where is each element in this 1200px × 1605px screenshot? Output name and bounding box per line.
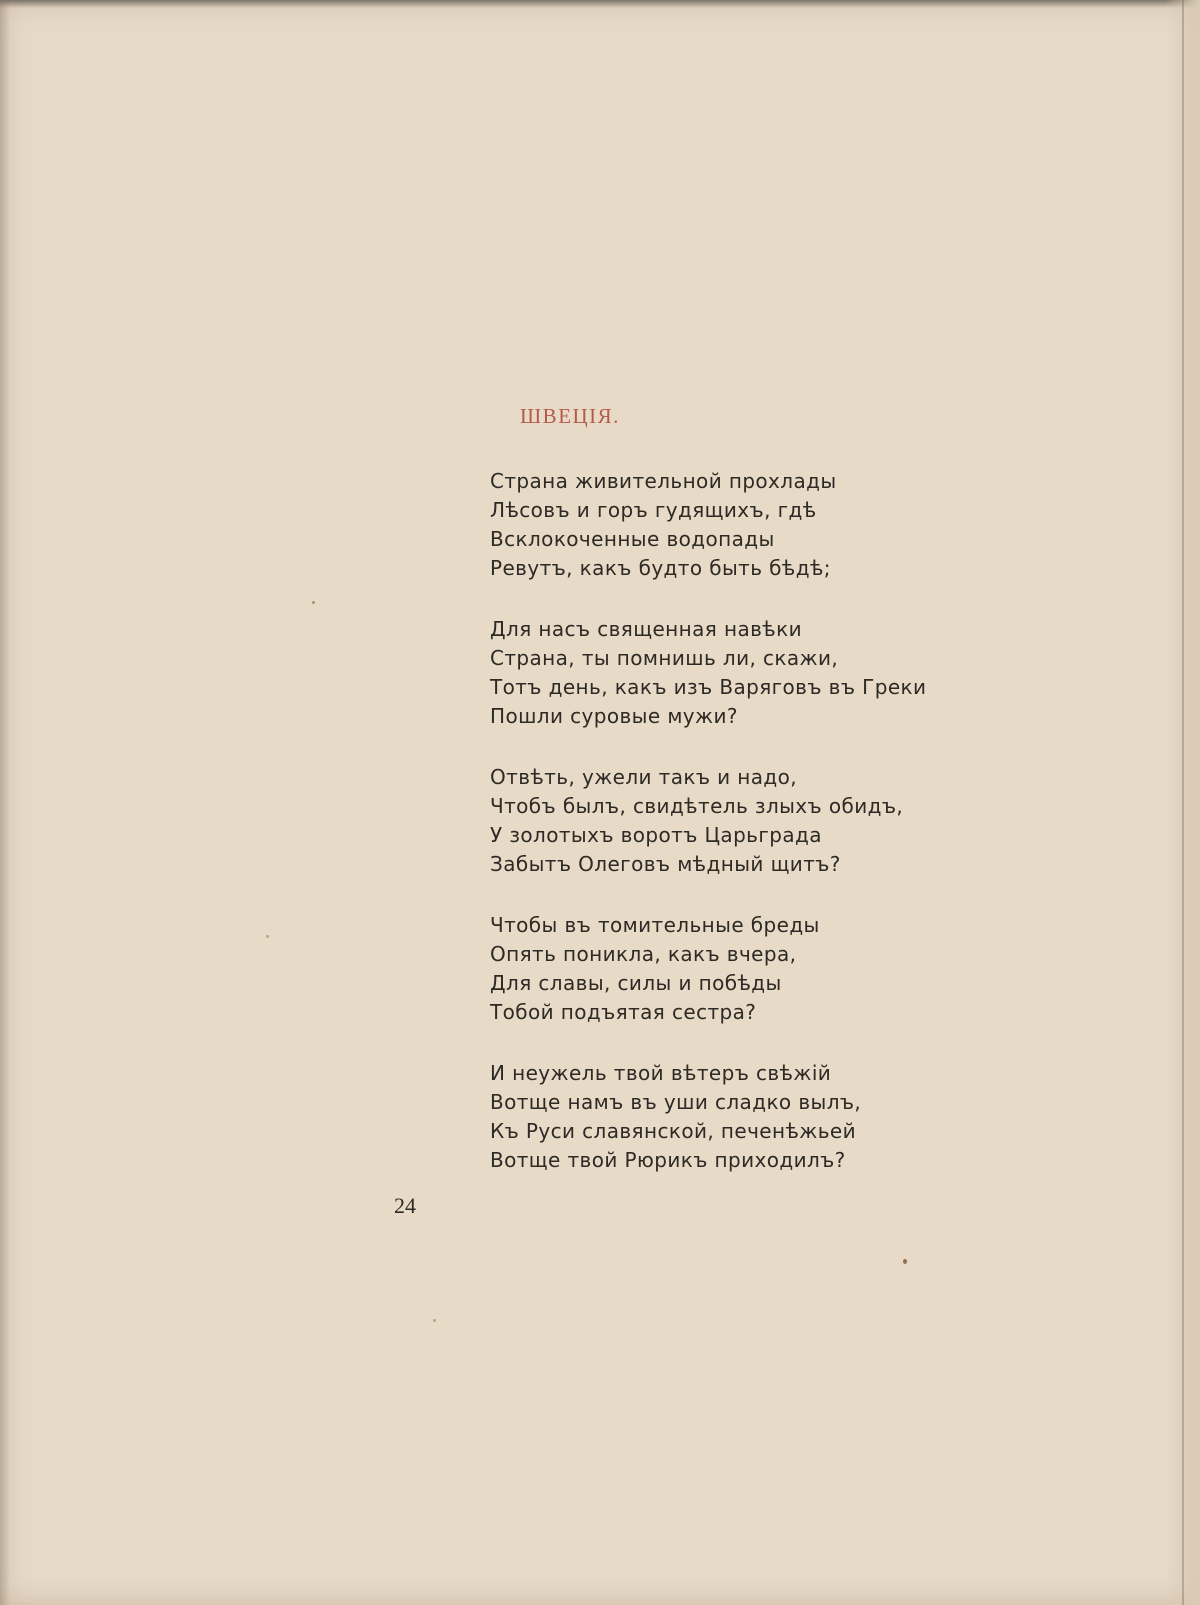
poem-line: Опять поникла, какъ вчера, xyxy=(490,942,797,966)
poem-body xyxy=(490,467,950,1207)
poem-line: И неужель твой вѣтеръ свѣжій xyxy=(490,1061,832,1085)
poem-line: У золотыхъ воротъ Царьграда xyxy=(490,823,822,847)
poem-line: Пошли суровые мужи? xyxy=(490,704,738,728)
poem-line: Къ Руси славянской, печенѣжьей xyxy=(490,1119,857,1143)
paper-speck xyxy=(903,1259,907,1264)
poem-line: Тотъ день, какъ изъ Варяговъ въ Греки xyxy=(490,675,927,699)
poem-line: Чтобъ былъ, свидѣтель злыхъ обидъ, xyxy=(490,794,904,818)
poem-line: Забытъ Олеговъ мѣдный щитъ? xyxy=(490,852,841,876)
stanza-3 xyxy=(490,763,950,879)
stanza-2 xyxy=(490,615,950,731)
page-top-edge xyxy=(0,0,1200,8)
page-number: 24 xyxy=(394,1193,416,1218)
poem-line: Всклокоченные водопады xyxy=(490,527,775,551)
poem-line: Страна, ты помнишь ли, скажи, xyxy=(490,646,839,670)
poem-line: Вотще намъ въ уши сладко вылъ, xyxy=(490,1090,862,1114)
poem-line: Отвѣть, ужели такъ и надо, xyxy=(490,765,798,789)
paper-speck xyxy=(266,935,269,938)
poem-line: Страна живительной прохлады xyxy=(490,469,837,493)
page-fold-line xyxy=(1182,0,1184,1605)
stanza-1 xyxy=(490,467,950,583)
poem-line: Для насъ священная навѣки xyxy=(490,617,803,641)
poem-line: Ревутъ, какъ будто быть бѣдѣ; xyxy=(490,556,831,580)
poem-line: Тобой подъятая сестра? xyxy=(490,1000,757,1024)
poem-line: Чтобы въ томительные бреды xyxy=(490,913,820,937)
poem-line: Лѣсовъ и горъ гудящихъ, гдѣ xyxy=(490,498,817,522)
page-left-edge xyxy=(0,0,10,1605)
paper-speck xyxy=(312,601,315,604)
poem-line: Вотще твой Рюрикъ приходилъ? xyxy=(490,1148,846,1172)
poem-title: ШВЕЦІЯ. xyxy=(520,404,620,428)
paper-speck xyxy=(433,1319,436,1322)
stanza-5 xyxy=(490,1059,950,1175)
poem-line: Для славы, силы и побѣды xyxy=(490,971,782,995)
stanza-4 xyxy=(490,911,950,1027)
